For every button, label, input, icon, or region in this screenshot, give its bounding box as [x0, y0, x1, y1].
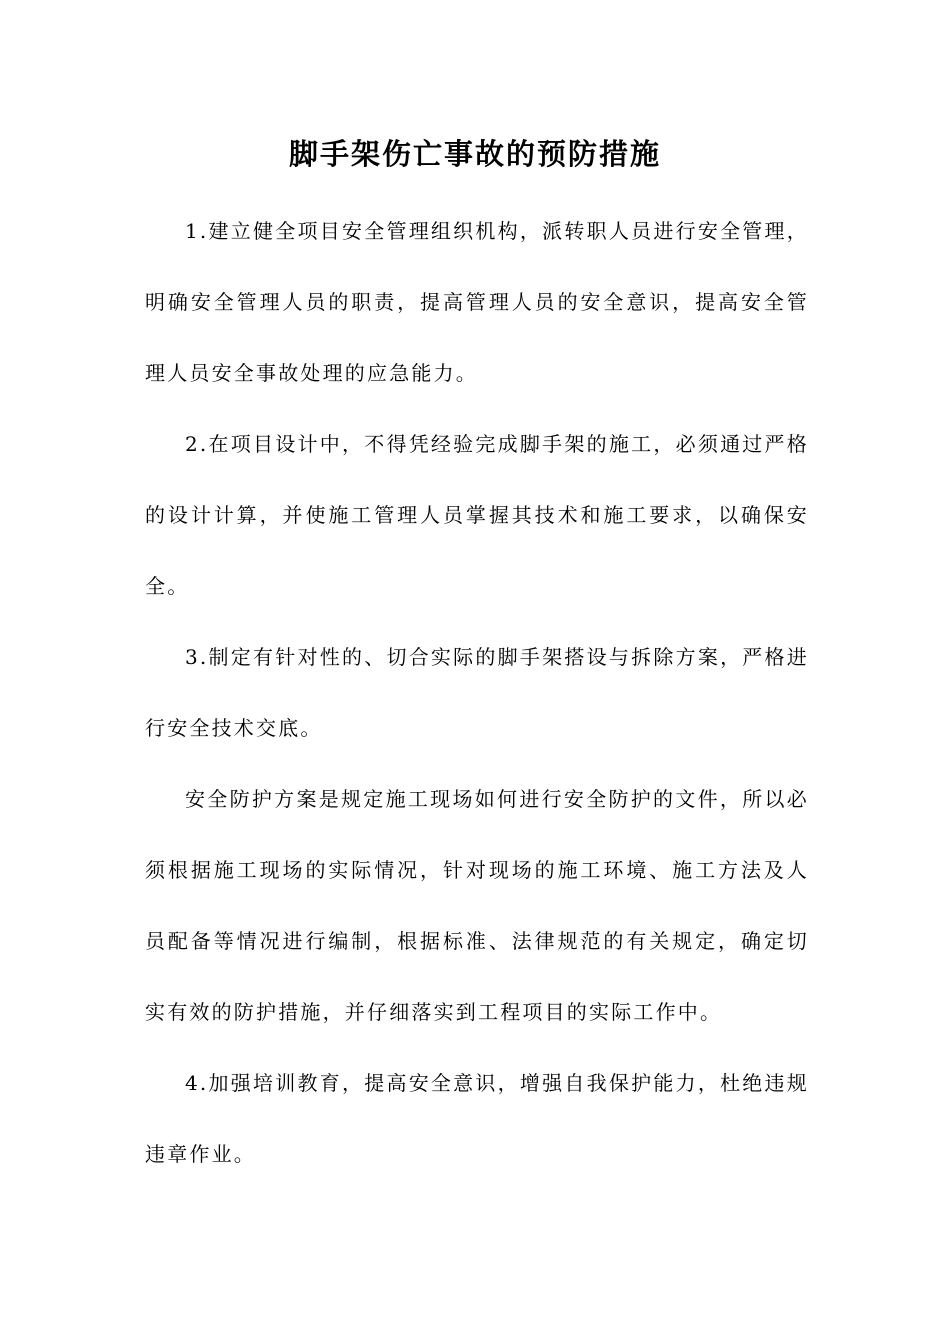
document-title: 脚手架伤亡事故的预防措施 — [288, 137, 661, 171]
paragraph-1: 1.建立健全项目安全管理组织机构，派转职人员进行安全管理，明确安全管理人员的职责，提高管理人员的安全意识，提高安全管理人员安全事故处理的应急能力。 — [145, 219, 809, 385]
paragraph-2: 2.在项目设计中，不得凭经验完成脚手架的施工，必须通过严格的设计计算，并使施工管理人员掌握其技术和施工要求，以确保安全。 — [145, 432, 809, 598]
paragraph-3: 3.制定有针对性的、切合实际的脚手架搭设与拆除方案，严格进行安全技术交底。 — [145, 645, 809, 740]
document-body — [145, 196, 809, 1190]
paragraph-5: 4.加强培训教育，提高安全意识，增强自我保护能力，杜绝违规违章作业。 — [145, 1071, 809, 1166]
paragraph-4: 安全防护方案是规定施工现场如何进行安全防护的文件，所以必须根据施工现场的实际情况，针对现场的施工环境、施工方法及人员配备等情况进行编制，根据标准、法律规范的有关规定，确定切实有效的防护措施，并仔细落实到工程项目的实际工作中。 — [145, 787, 809, 1024]
